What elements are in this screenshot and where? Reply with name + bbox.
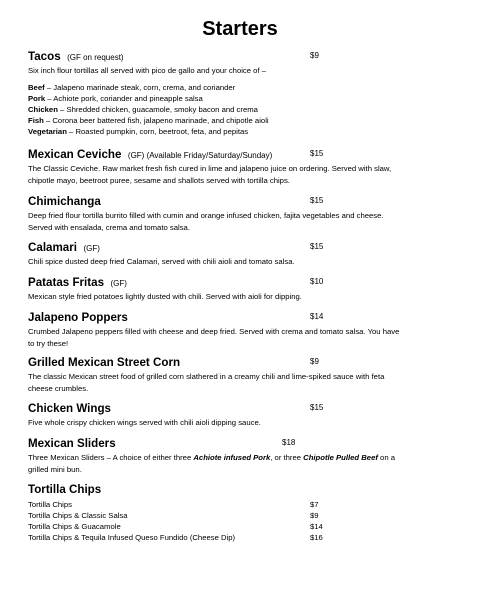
item-name: Chimichanga bbox=[28, 195, 101, 208]
chips-price: $9 bbox=[310, 511, 319, 520]
item-name: Tortilla Chips bbox=[28, 483, 102, 496]
highlight-pork: Achiote infused Pork bbox=[193, 453, 271, 462]
chips-row bbox=[28, 499, 468, 510]
chips-name: Tortilla Chips bbox=[28, 500, 73, 509]
item-name: Mexican Ceviche bbox=[28, 148, 122, 161]
description-line: Served with ensalada, crema and tomato salsa. bbox=[28, 222, 190, 232]
item-header bbox=[28, 481, 468, 497]
item-header bbox=[28, 146, 468, 162]
item-description: Six inch flour tortillas all served with pico de gallo and your choice of – bbox=[28, 66, 267, 75]
item-header bbox=[28, 239, 468, 255]
item-header bbox=[28, 274, 468, 290]
item-price: $9 bbox=[310, 51, 319, 60]
description-line: cheese crumbles. bbox=[28, 383, 89, 393]
item-description bbox=[28, 163, 468, 186]
description-line: The classic Mexican street food of grilled corn slathered in a creamy chili and lime-spiked sauce with feta bbox=[28, 372, 385, 381]
item-name: Mexican Sliders bbox=[28, 437, 116, 450]
description-line: The Classic Ceviche. Raw market fresh fish cured in lime and jalapeno juice on ordering. Served with slaw, bbox=[28, 164, 392, 173]
item-header bbox=[28, 354, 468, 370]
taco-variety bbox=[28, 82, 468, 93]
menu-item-mexican-sliders bbox=[28, 435, 468, 475]
variety-name: Beef bbox=[28, 82, 45, 92]
description-line: Deep fried flour tortilla burrito filled with cumin and orange infused chicken, fajita vegetables and cheese. bbox=[28, 211, 384, 220]
item-note: (GF) bbox=[110, 279, 127, 288]
item-name: Patatas Fritas bbox=[28, 276, 105, 289]
item-note: (GF on request) bbox=[67, 53, 124, 62]
chips-name: Tortilla Chips & Guacamole bbox=[28, 522, 121, 531]
description-line: chipotle mayo, beetroot puree, sesame and shallots served with tortilla chips. bbox=[28, 175, 290, 185]
chips-list bbox=[28, 499, 468, 543]
item-name: Tacos bbox=[28, 50, 61, 63]
variety-name: Fish bbox=[28, 115, 44, 125]
variety-name: Chicken bbox=[28, 104, 58, 114]
variety-name: Pork bbox=[28, 93, 46, 103]
variety-desc: – Achiote pork, coriander and pineapple salsa bbox=[47, 93, 203, 103]
chips-price: $16 bbox=[310, 533, 323, 542]
menu-item-patatas-fritas bbox=[28, 274, 468, 303]
description-text: Three Mexican Sliders – A choice of either three bbox=[28, 453, 194, 462]
menu-item-tortilla-chips bbox=[28, 481, 468, 543]
chips-row bbox=[28, 532, 468, 543]
description-line: grilled mini bun. bbox=[28, 464, 82, 474]
variety-name: Vegetarian bbox=[28, 126, 67, 136]
taco-variety bbox=[28, 115, 468, 126]
item-note: (GF) (Available Friday/Saturday/Sunday) bbox=[127, 151, 273, 160]
item-header bbox=[28, 193, 468, 209]
item-price: $15 bbox=[310, 196, 324, 205]
chips-name: Tortilla Chips & Classic Salsa bbox=[28, 511, 128, 520]
item-name: Chicken Wings bbox=[28, 402, 111, 415]
item-header bbox=[28, 400, 468, 416]
item-header bbox=[28, 309, 468, 325]
item-price: $15 bbox=[310, 242, 324, 251]
taco-varieties bbox=[28, 82, 468, 137]
chips-price: $14 bbox=[310, 522, 323, 531]
menu-item-calamari bbox=[28, 239, 468, 268]
item-note: (GF) bbox=[83, 244, 100, 253]
variety-desc: – Shredded chicken, guacamole, smoky bacon and crema bbox=[60, 104, 258, 114]
item-description bbox=[28, 291, 468, 303]
menu-item-street-corn bbox=[28, 354, 468, 394]
chips-price: $7 bbox=[310, 500, 319, 509]
menu-item-chicken-wings bbox=[28, 400, 468, 429]
item-description bbox=[28, 256, 468, 268]
description-text: on a bbox=[377, 453, 396, 462]
description-text: , or three bbox=[270, 453, 304, 462]
taco-variety bbox=[28, 104, 468, 115]
item-description bbox=[28, 210, 468, 233]
taco-variety bbox=[28, 93, 468, 104]
description-line: Crumbed Jalapeno peppers filled with cheese and deep fried. Served with crema and tomato salsa. You have bbox=[28, 327, 400, 336]
variety-desc: – Roasted pumpkin, corn, beetroot, feta, and pepitas bbox=[69, 126, 249, 136]
menu-item-tacos bbox=[28, 48, 468, 137]
variety-desc: – Corona beer battered fish, jalapeno marinade, and chipotle aioli bbox=[45, 115, 269, 125]
item-description bbox=[28, 371, 468, 394]
description-line: Five whole crispy chicken wings served with chili aioli dipping sauce. bbox=[28, 418, 261, 427]
item-name: Jalapeno Poppers bbox=[28, 311, 128, 324]
highlight-beef: Chipotle Pulled Beef bbox=[303, 453, 378, 462]
chips-name: Tortilla Chips & Tequila Infused Queso Fundido (Cheese Dip) bbox=[28, 533, 236, 542]
variety-desc: – Jalapeno marinade steak, corn, crema, and coriander bbox=[46, 82, 236, 92]
chips-row bbox=[28, 510, 468, 521]
item-header bbox=[28, 48, 468, 64]
item-description bbox=[28, 452, 468, 475]
item-header bbox=[28, 435, 468, 451]
description-line: Mexican style fried potatoes lightly dusted with chili. Served with aioli for dipping. bbox=[28, 292, 302, 301]
item-price: $18 bbox=[282, 438, 296, 447]
taco-variety bbox=[28, 126, 468, 137]
item-name: Grilled Mexican Street Corn bbox=[28, 356, 181, 369]
chips-row bbox=[28, 521, 468, 532]
description-line bbox=[28, 452, 468, 464]
item-name: Calamari bbox=[28, 241, 77, 254]
item-description bbox=[28, 326, 468, 349]
item-description bbox=[28, 417, 468, 429]
item-price: $15 bbox=[310, 149, 324, 158]
item-price: $14 bbox=[310, 312, 324, 321]
item-price: $9 bbox=[310, 357, 319, 366]
menu-item-ceviche bbox=[28, 146, 468, 186]
description-line: to try these! bbox=[28, 338, 69, 348]
item-price: $15 bbox=[310, 403, 324, 412]
page-title: Starters bbox=[202, 18, 278, 40]
menu-item-jalapeno-poppers bbox=[28, 309, 468, 349]
item-price: $10 bbox=[310, 277, 324, 286]
description-line: Chili spice dusted deep fried Calamari, served with chili aioli and tomato salsa. bbox=[28, 257, 295, 266]
menu-item-chimichanga bbox=[28, 193, 468, 233]
